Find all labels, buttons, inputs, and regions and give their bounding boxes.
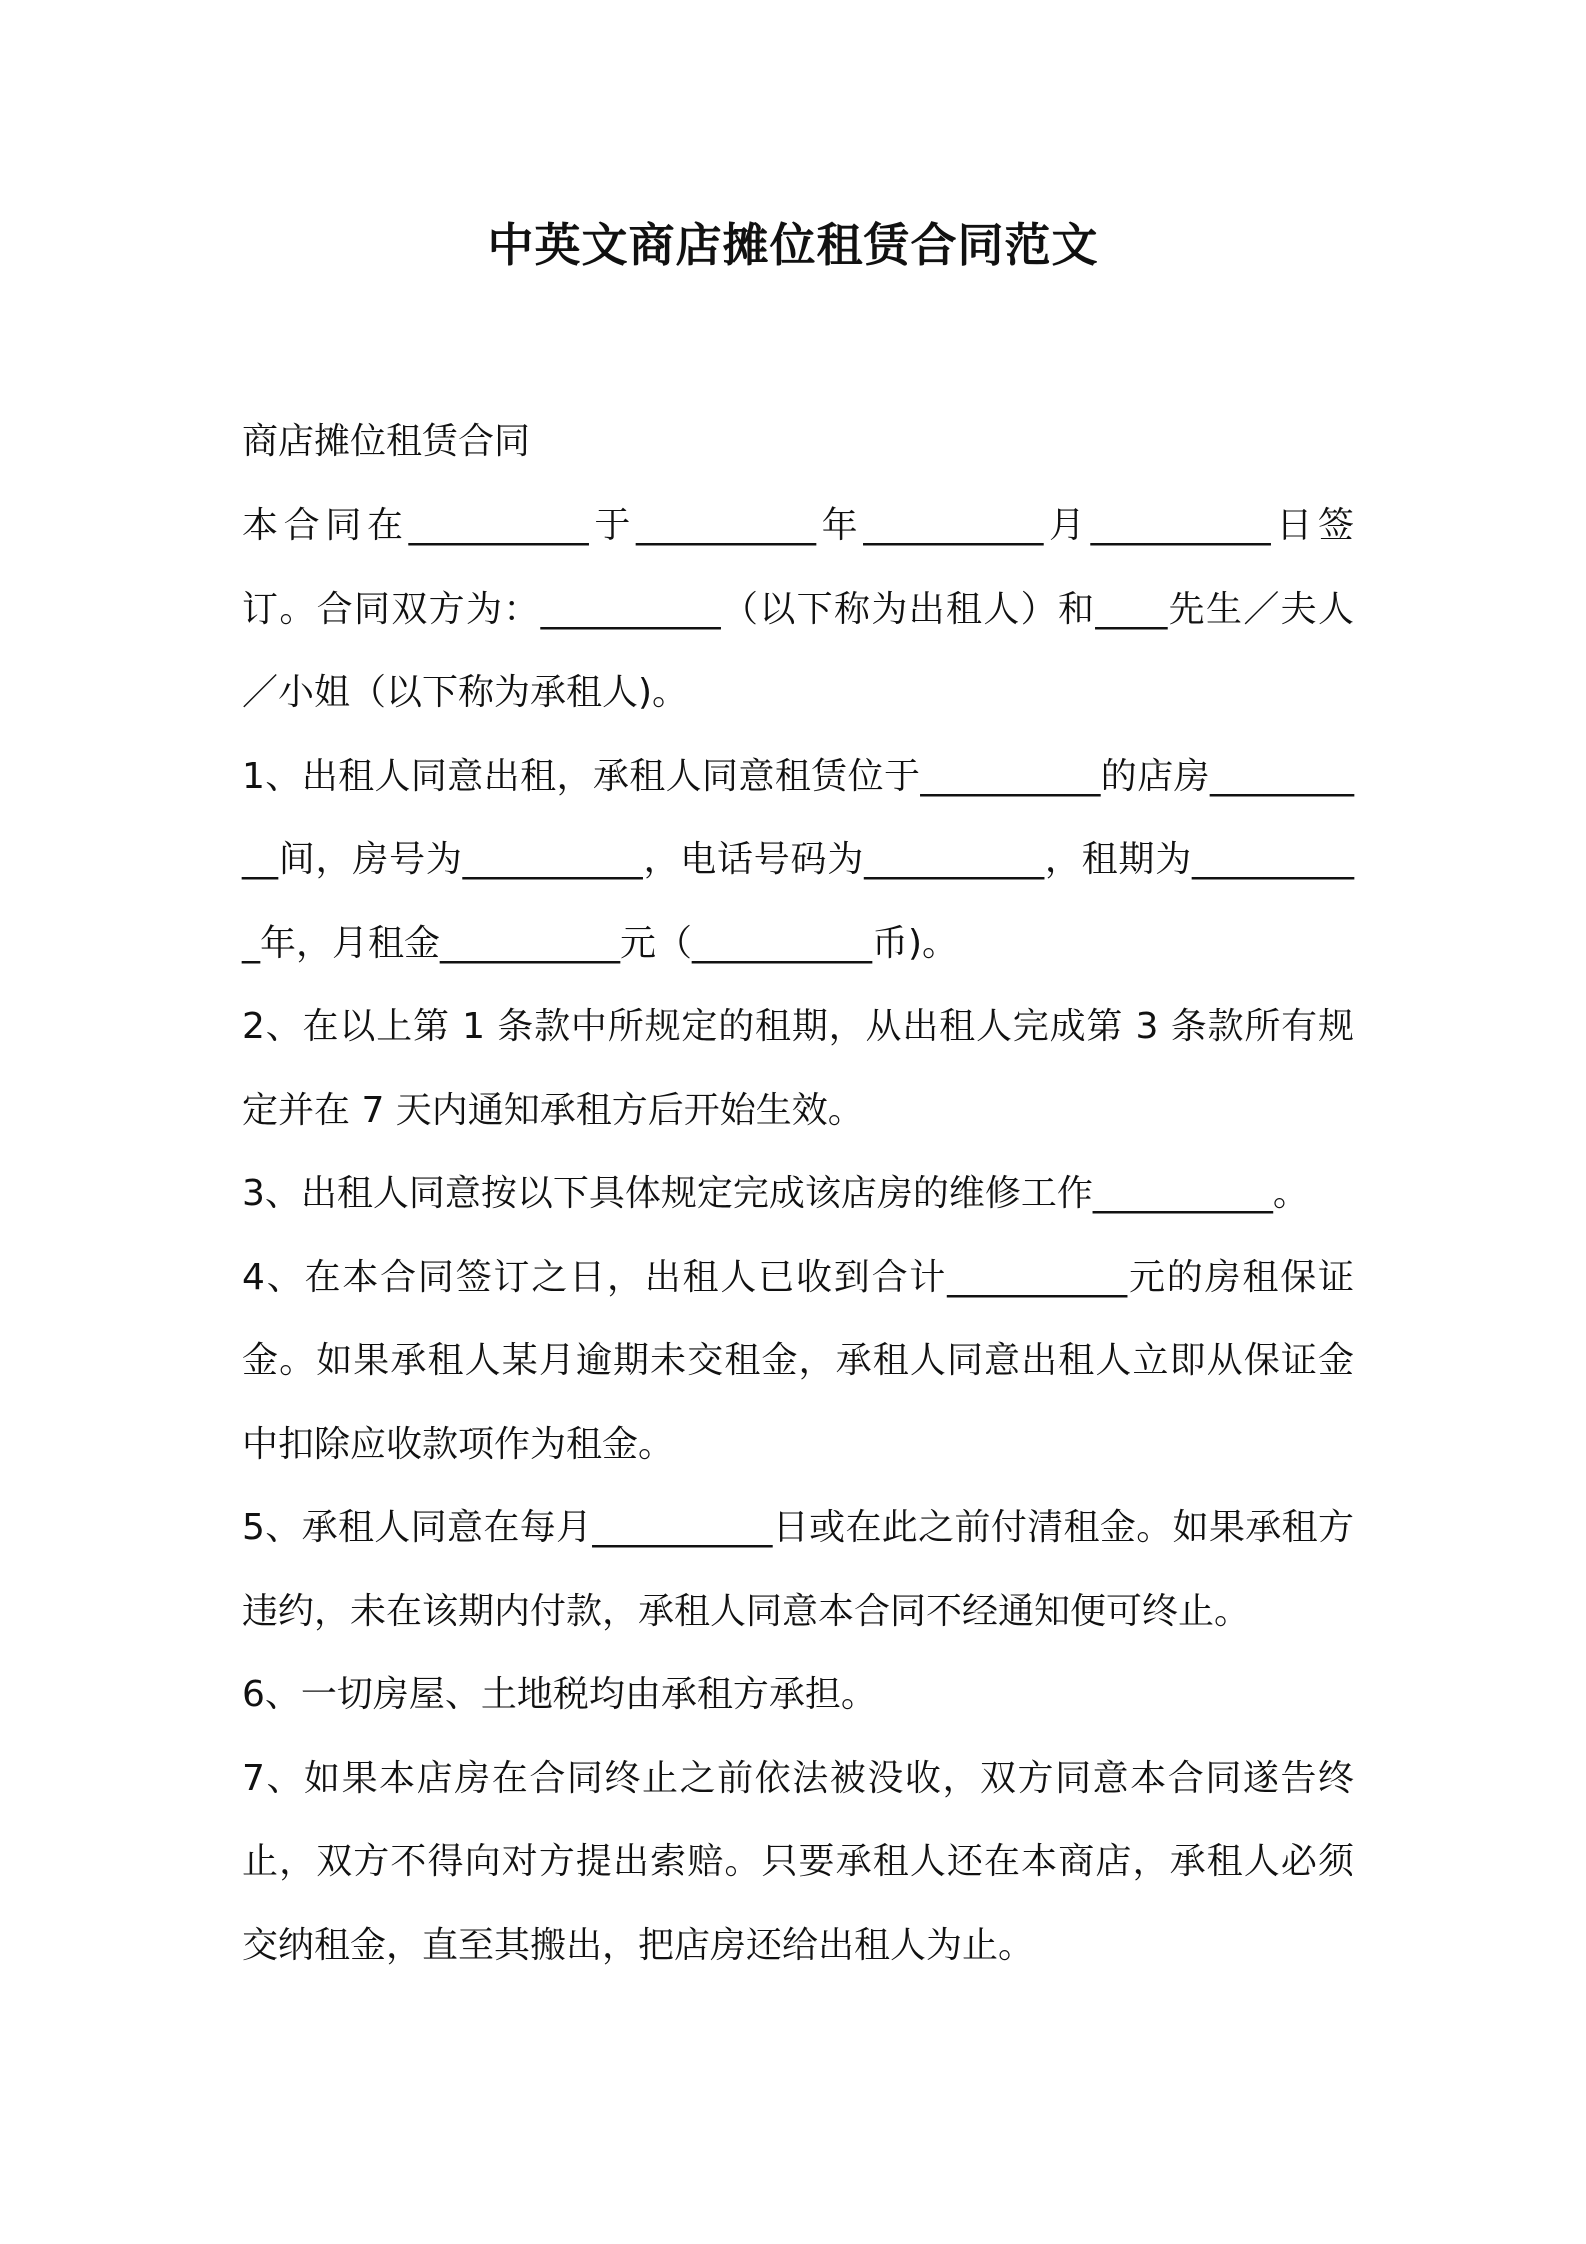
paragraph-clause-4: 4、在本合同签订之日，出租人已收到合计__________元的房租保证金。如果承租人某月逾期未交租金，承租人同意出租人立即从保证金中扣除应收款项作为租金。 xyxy=(242,1256,1354,1465)
paragraph-clause-6: 6、一切房屋、土地税均由承租方承担。 xyxy=(242,1674,877,1715)
document-title: 中英文商店摊位租赁合同范文 xyxy=(487,218,1099,272)
paragraph-intro: 本合同在__________于__________年__________月__________日签订。合同双方为：__________（以下称为出租人）和____先生／夫人／小姐（以下称为承租人)。 xyxy=(242,505,1354,713)
paragraph-clause-2: 2、在以上第 1 条款中所规定的租期，从出租人完成第 3 条款所有规定并在 7 天内通知承租方后开始生效。 xyxy=(242,1006,1354,1131)
contract-subtitle: 商店摊位租赁合同 xyxy=(242,421,531,462)
paragraph-clause-1: 1、出租人同意出租，承租人同意租赁位于__________的店房__________间，房号为__________，电话号码为__________，租期为__________年，月租金__________元（__________币)。 xyxy=(242,755,1354,964)
document-body xyxy=(242,400,1354,1987)
paragraph-clause-3: 3、出租人同意按以下具体规定完成该店房的维修工作__________。 xyxy=(242,1173,1309,1214)
paragraph-clause-7: 7、如果本店房在合同终止之前依法被没收，双方同意本合同遂告终止，双方不得向对方提出索赔。只要承租人还在本商店，承租人必须交纳租金，直至其搬出，把店房还给出租人为止。 xyxy=(242,1757,1354,1966)
paragraph-clause-5: 5、承租人同意在每月__________日或在此之前付清租金。如果承租方违约，未在该期内付款，承租人同意本合同不经通知便可终止。 xyxy=(242,1507,1354,1632)
